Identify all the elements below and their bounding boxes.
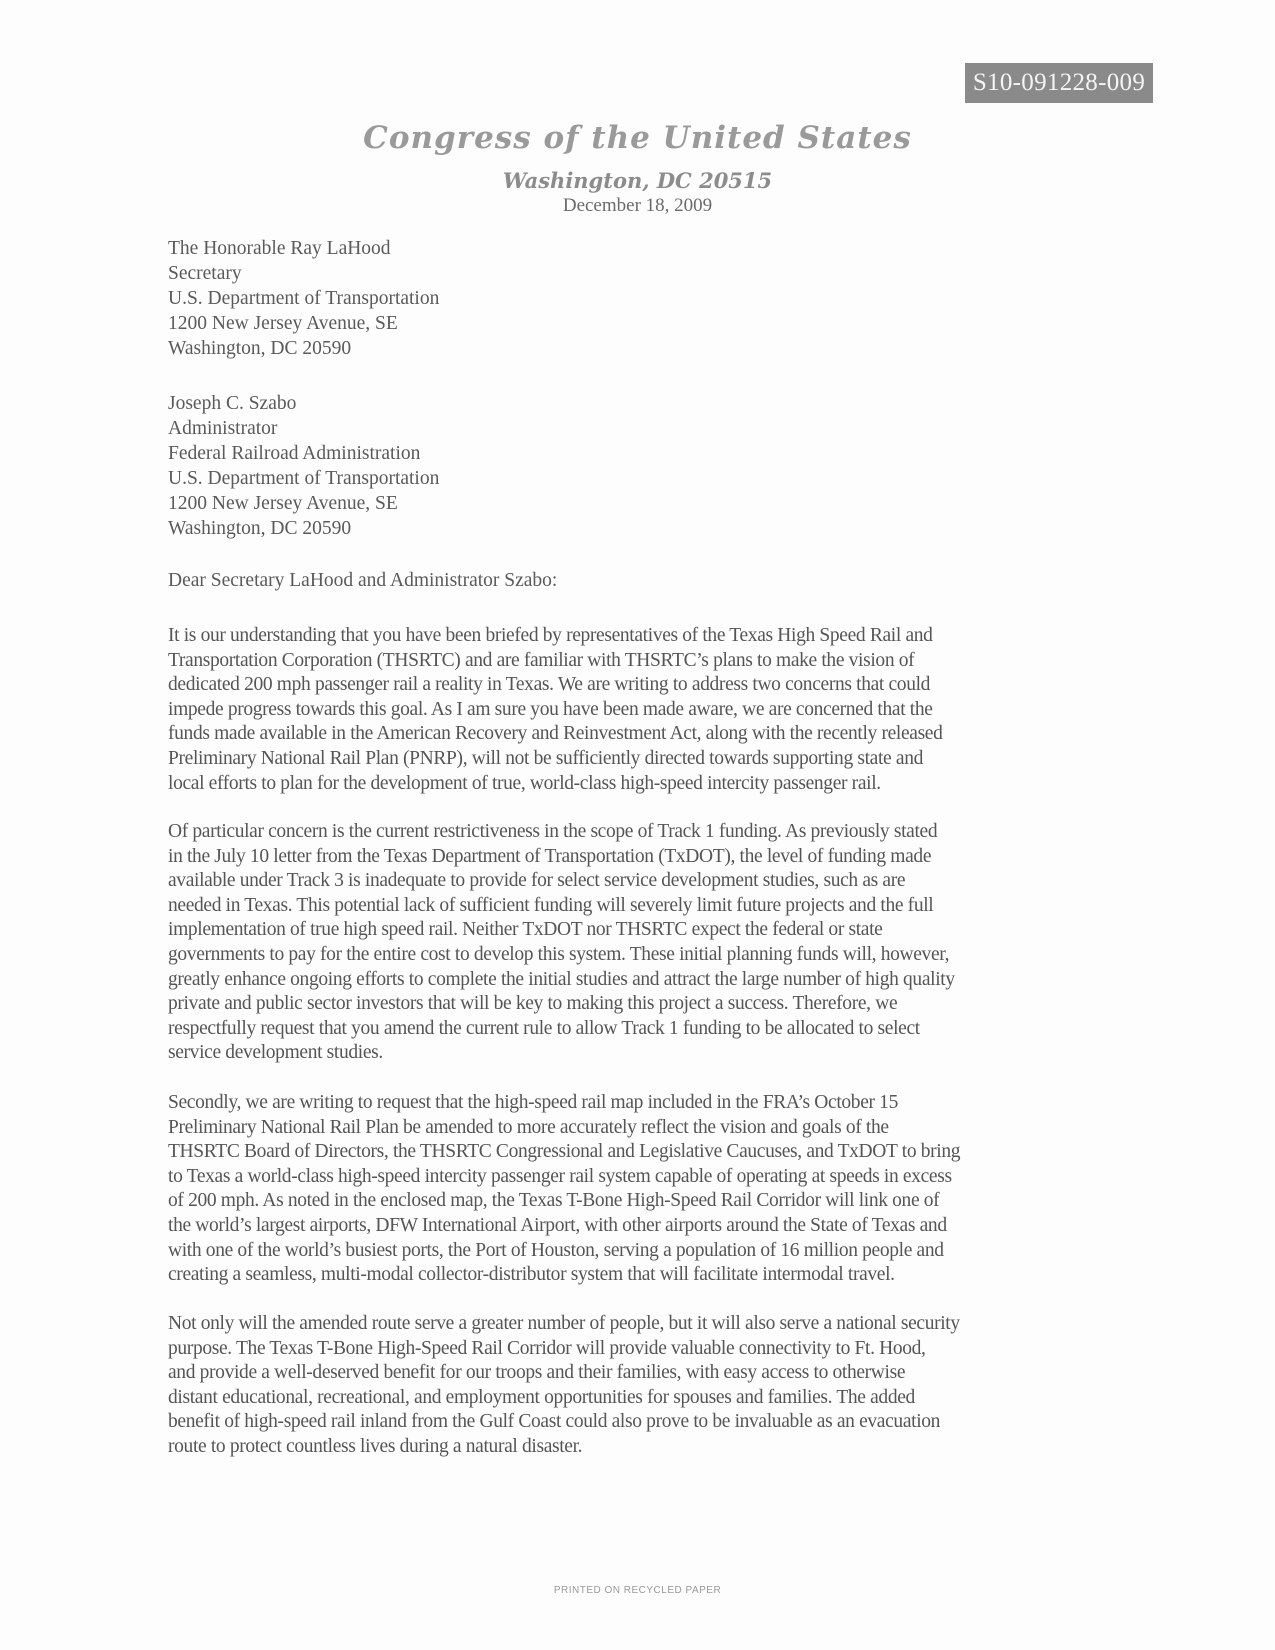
address-line: Secretary [168, 263, 242, 284]
paragraph-line: benefit of high-speed rail inland from the Gulf Coast could also prove to be invaluable as an evacuation [168, 1411, 941, 1433]
paragraph-line: Not only will the amended route serve a greater number of people, but it will also serve a national security [168, 1313, 960, 1334]
paragraph-line: in the July 10 letter from the Texas Department of Transportation (TxDOT), the level of funding made [168, 845, 932, 867]
paragraph-line: governments to pay for the entire cost to develop this system. These initial planning funds will, however, [168, 943, 950, 965]
salutation [168, 568, 557, 593]
address-line: The Honorable Ray LaHood [168, 238, 391, 259]
address-line: 1200 New Jersey Avenue, SE [168, 313, 398, 334]
paragraph-line: private and public sector investors that will be key to making this project a success. Therefore, we [168, 993, 898, 1015]
paragraph-line: Preliminary National Rail Plan be amended to more accurately reflect the vision and goals of the [168, 1116, 889, 1138]
address-line: Joseph C. Szabo [168, 393, 297, 414]
paragraph-line: dedicated 200 mph passenger rail a reality in Texas. We are writing to address two concerns that could [168, 674, 931, 696]
letterhead-title: Congress of the United States [363, 120, 912, 156]
paragraph-line: respectfully request that you amend the current rule to allow Track 1 funding to be allocated to select [168, 1017, 920, 1039]
letter-date: December 18, 2009 [562, 195, 713, 216]
paragraph-line: with one of the world’s busiest ports, the Port of Houston, serving a population of 16 million people and [168, 1239, 944, 1261]
address-line: U.S. Department of Transportation [168, 468, 440, 489]
paragraph-line: greatly enhance ongoing efforts to complete the initial studies and attract the large number of high quality [168, 968, 955, 990]
paragraph-line: purpose. The Texas T-Bone High-Speed Rail Corridor will provide valuable connectivity to Ft. Hood, [168, 1337, 926, 1359]
address-line: Federal Railroad Administration [168, 443, 421, 464]
paragraph-line: available under Track 3 is inadequate to provide for select service development studies, such as are [168, 870, 906, 892]
paragraph-line: implementation of true high speed rail. Neither TxDOT nor THSRTC expect the federal or state [168, 919, 883, 941]
paragraph-line: Of particular concern is the current restrictiveness in the scope of Track 1 funding. As previously stated [168, 821, 938, 842]
paragraph-line: needed in Texas. This potential lack of sufficient funding will severely limit future projects and the full [168, 894, 934, 916]
paragraph-line: service development studies. [168, 1042, 383, 1064]
letterhead-city: Washington, DC 20515 [502, 168, 773, 193]
paragraph-line: Preliminary National Rail Plan (PNRP), will not be sufficiently directed towards supporting state and [168, 747, 923, 769]
address-line: U.S. Department of Transportation [168, 288, 440, 309]
paragraph-4 [168, 1312, 1098, 1460]
paragraph-line: THSRTC Board of Directors, the THSRTC Congressional and Legislative Caucuses, and TxDOT to bring [168, 1141, 961, 1163]
recipient-address-1 [168, 236, 439, 361]
paragraph-line: distant educational, recreational, and employment opportunities for spouses and families. The added [168, 1386, 915, 1408]
address-line: 1200 New Jersey Avenue, SE [168, 493, 398, 514]
paragraph-3 [168, 1091, 1098, 1288]
address-line: Administrator [168, 418, 278, 439]
recycled-paper-footer: PRINTED ON RECYCLED PAPER [553, 1585, 722, 1596]
document-id-stamp: S10-091228-009 [965, 63, 1153, 103]
paragraph-line: to Texas a world-class high-speed intercity passenger rail system capable of operating at speeds in excess [168, 1165, 952, 1187]
paragraph-line: of 200 mph. As noted in the enclosed map, the Texas T-Bone High-Speed Rail Corridor will link one of [168, 1190, 940, 1212]
paragraph-line: Transportation Corporation (THSRTC) and are familiar with THSRTC’s plans to make the vision of [168, 649, 915, 671]
paragraph-line: the world’s largest airports, DFW International Airport, with other airports around the State of Texas and [168, 1214, 947, 1236]
paragraph-2 [168, 820, 1098, 1066]
paragraph-line: Secondly, we are writing to request that the high-speed rail map included in the FRA’s October 15 [168, 1092, 898, 1113]
paragraph-line: local efforts to plan for the development of true, world-class high-speed intercity passenger rail. [168, 772, 881, 794]
address-line: Washington, DC 20590 [168, 338, 352, 359]
paragraph-line: It is our understanding that you have been briefed by representatives of the Texas High Speed Rail and [168, 625, 933, 646]
paragraph-1 [168, 624, 1098, 796]
salutation-text: Dear Secretary LaHood and Administrator Szabo: [168, 570, 558, 591]
paragraph-line: route to protect countless lives during a natural disaster. [168, 1435, 583, 1457]
paragraph-line: impede progress towards this goal. As I am sure you have been made aware, we are concerned that the [168, 698, 933, 720]
paragraph-line: funds made available in the American Recovery and Reinvestment Act, along with the recently released [168, 723, 943, 745]
paragraph-line: creating a seamless, multi-modal collector-distributor system that will facilitate intermodal travel. [168, 1264, 895, 1286]
recipient-address-2 [168, 391, 439, 541]
paragraph-line: and provide a well-deserved benefit for our troops and their families, with easy access to otherwise [168, 1362, 906, 1384]
address-line: Washington, DC 20590 [168, 518, 352, 539]
